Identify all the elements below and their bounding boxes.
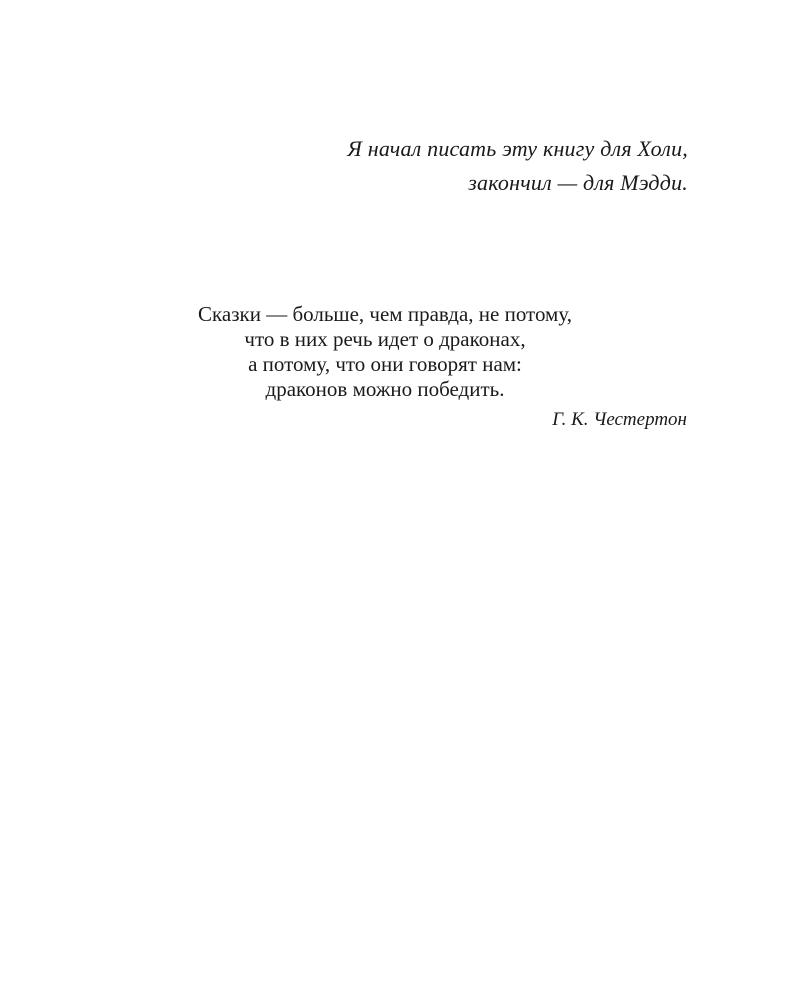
- epigraph-author: Г. К. Честертон: [552, 409, 687, 430]
- dedication-line-1: Я начал писать эту книгу для Холи,: [347, 136, 688, 161]
- epigraph-line-2: что в них речь идет о драконах,: [244, 327, 526, 351]
- dedication-line-2: закончил — для Мэдди.: [468, 170, 688, 195]
- epigraph-line-1: Сказки — больше, чем правда, не потому,: [198, 302, 572, 326]
- dedication: [128, 132, 688, 200]
- epigraph-line-3: а потому, что они говорят нам:: [248, 352, 522, 376]
- epigraph-line-4: драконов можно победить.: [265, 377, 505, 401]
- epigraph: [150, 302, 620, 402]
